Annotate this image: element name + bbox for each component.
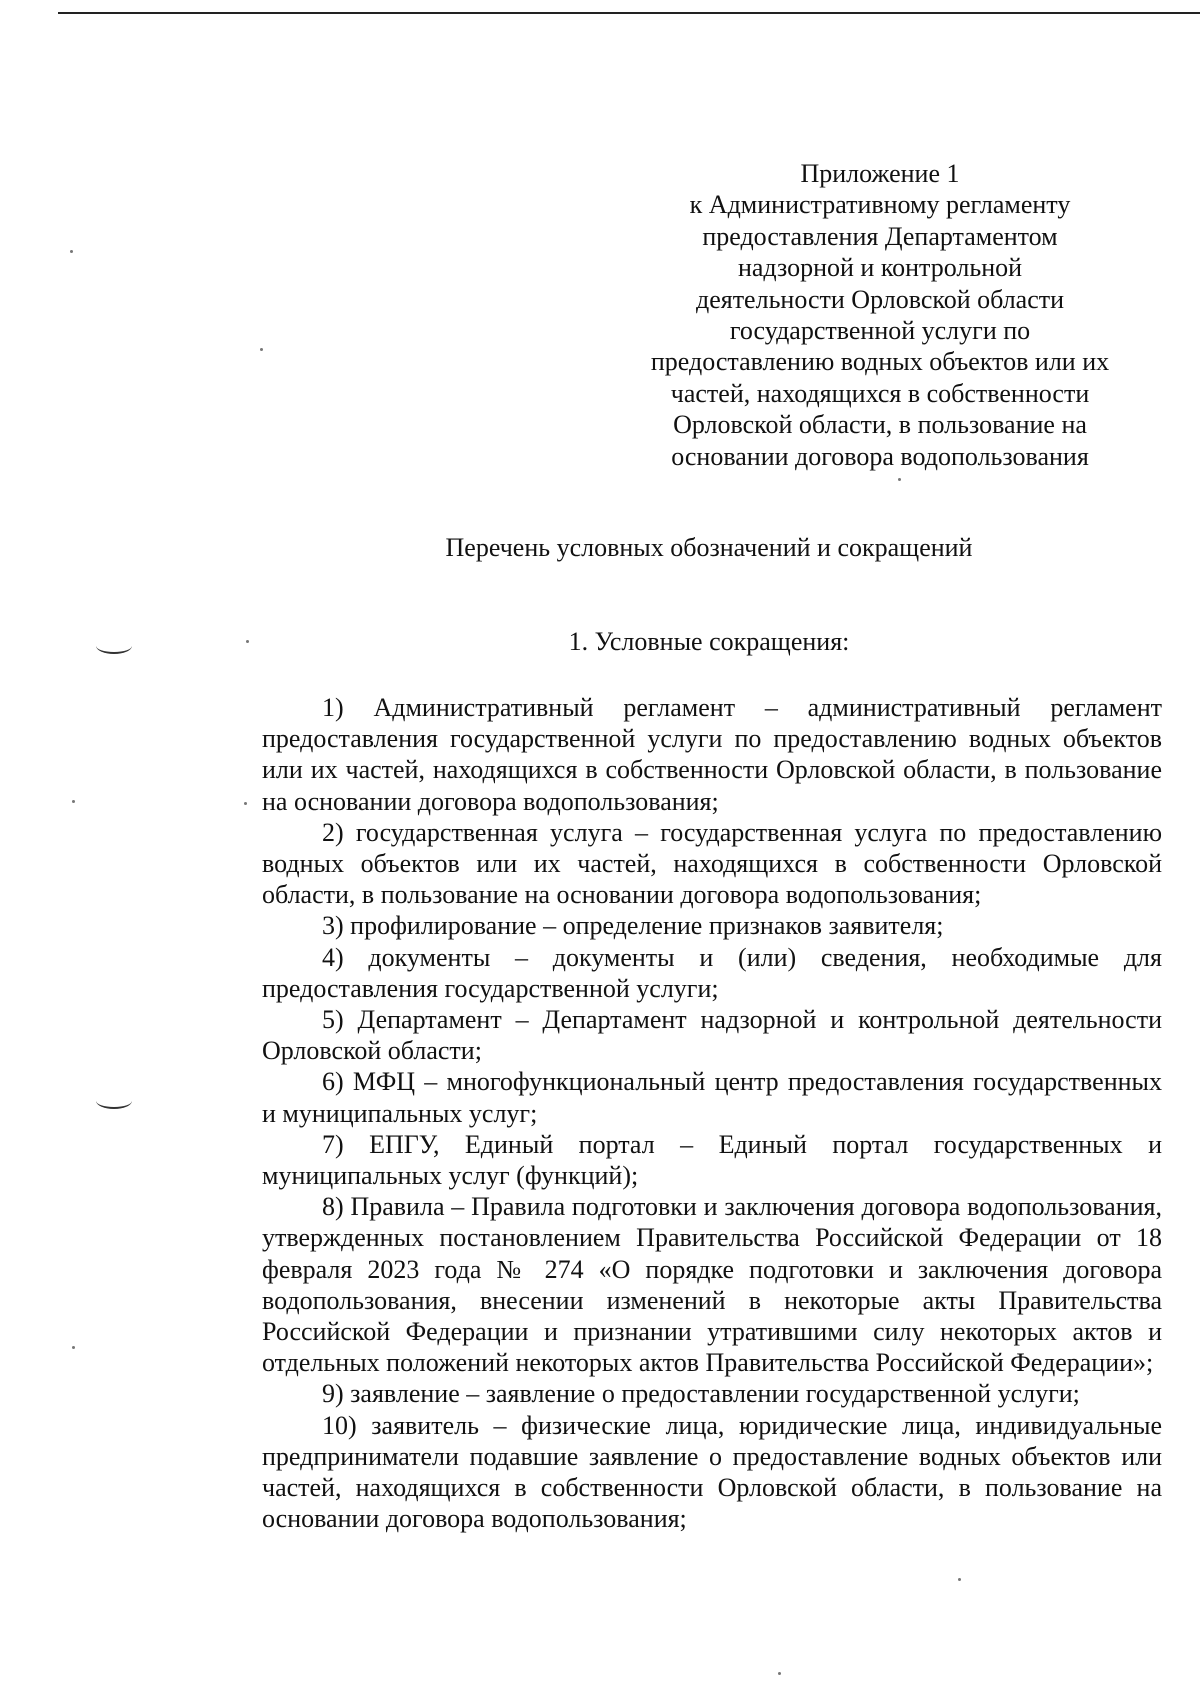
scan-speck [244,802,247,805]
appendix-line: предоставления Департаментом [702,221,1058,251]
scan-speck [72,1346,75,1349]
list-item: 8) Правила – Правила подготовки и заключения договора водопользования, утвержденных постановлением Правительства Российской Федерации от 18 февраля 2023 года № 274 «О порядке подготовки и заключения договора водопользования, внесении изменений в некоторые акты Правительства Российской Федерации и признании утратившими силу некоторых актов и отдельных положений некоторых актов Правительства Российской Федерации»; [262,1192,1162,1378]
list-item: 10) заявитель – физические лица, юридические лица, индивидуальные предприниматели подавшие заявление о предоставление водных объектов или частей, находящихся в собственности Орловской области, в пользование на основании договора водопользования; [262,1410,1162,1534]
list-item: 4) документы – документы и (или) сведения, необходимые для предоставления государственной услуги; [262,942,1162,1003]
margin-scan-mark [96,1093,132,1109]
list-item: 5) Департамент – Департамент надзорной и контрольной деятельности Орловской области; [262,1005,1162,1066]
scan-speck [958,1578,961,1581]
scan-speck [778,1672,781,1675]
appendix-header [640,158,1120,472]
document-title: Перечень условных обозначений и сокращений [445,533,973,562]
scan-speck [70,250,73,253]
list-item: 7) ЕПГУ, Единый портал – Единый портал государственных и муниципальных услуг (функций); [262,1129,1162,1191]
scan-speck [72,800,75,803]
list-item: 1) Административный регламент – административный регламент предоставления государственной услуги по предоставлению водных объектов или их частей, находящихся в собственности Орловской области, в пользование на основании договора водопользования; [262,693,1162,816]
appendix-line: частей, находящихся в собственности [670,378,1090,408]
appendix-line: Приложение 1 [800,159,960,188]
appendix-line: Орловской области, в пользование на [673,410,1087,440]
section-heading: 1. Условные сокращения: [568,627,850,656]
appendix-line: государственной услуги по [729,316,1031,346]
scan-speck [898,478,901,481]
list-item: 2) государственная услуга – государственная услуга по предоставлению водных объектов или их частей, находящихся в собственности Орловской области, в пользование на основании договора водопользования; [262,817,1162,910]
scan-speck [260,348,263,351]
appendix-line: предоставлению водных объектов или их [650,347,1110,377]
appendix-line: к Административному регламенту [689,190,1071,220]
list-item: 3) профилирование – определение признаков заявителя; [322,911,944,941]
list-item: 6) МФЦ – многофункциональный центр предоставления государственных и муниципальных услуг; [262,1067,1162,1128]
appendix-line: надзорной и контрольной [737,253,1023,283]
list-item: 9) заявление – заявление о предоставлении государственной услуги; [322,1379,1080,1409]
appendix-line: основании договора водопользования [671,441,1089,471]
appendix-line: деятельности Орловской области [695,284,1065,314]
abbreviations-list [262,692,1162,1534]
top-border-line [58,12,1200,14]
